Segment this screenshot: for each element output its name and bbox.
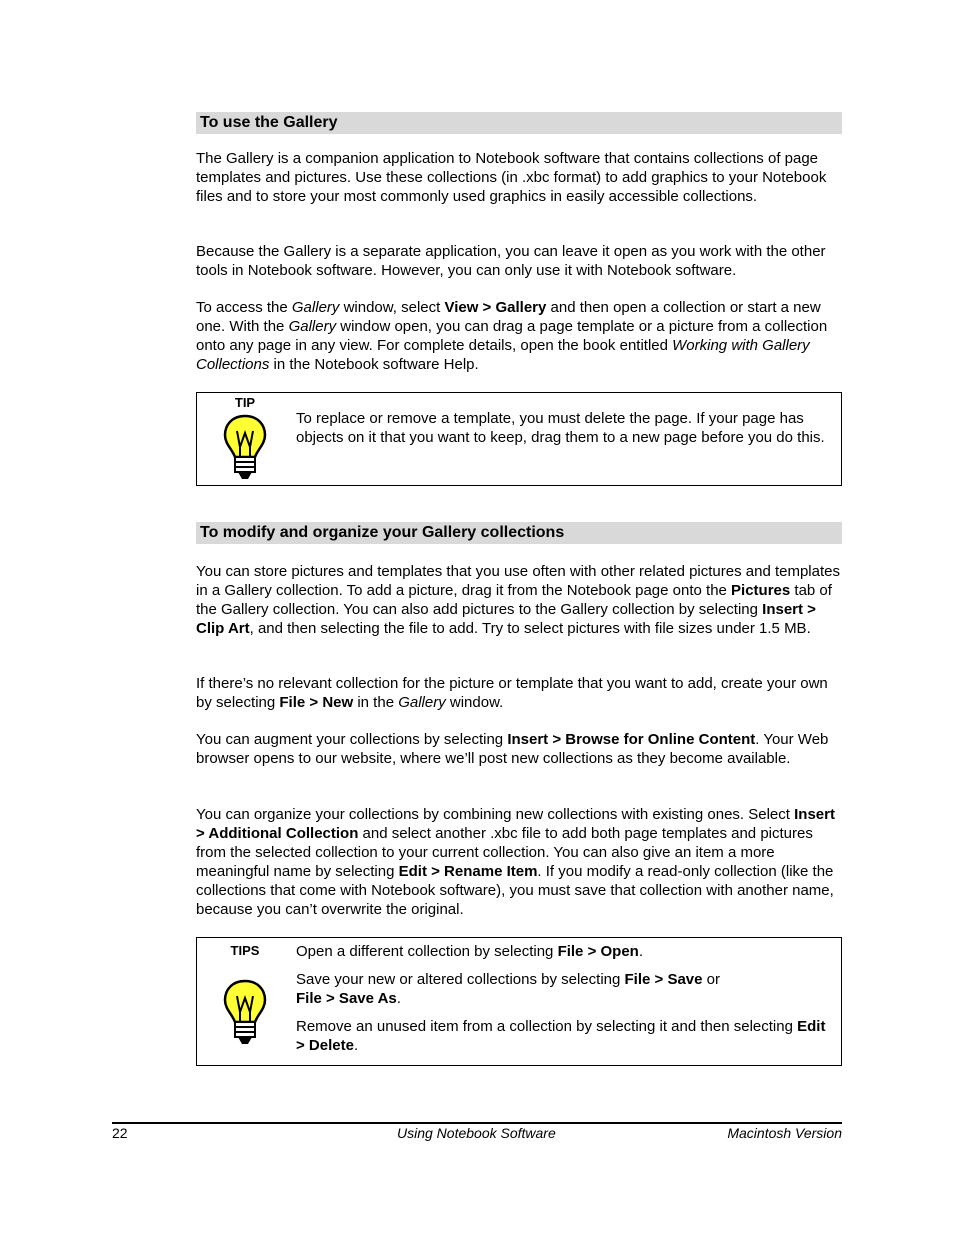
text-run: You can organize your collections by combining new collections with existing ones. Select [196,806,795,823]
menu-path-view-gallery: View > Gallery [444,299,547,316]
text-run: window, select [339,299,445,316]
menu-path-file-save: File > Save [624,971,703,988]
text-run: . [396,990,401,1007]
text-run: Remove an unused item from a collection by selecting it and then selecting [296,1018,798,1035]
text-run: tab of the Gallery collection. You can also add pictures to the Gallery collection by selecting [196,582,832,618]
book-title: Working with Gallery Collections [196,337,810,373]
footer-version: Macintosh Version [727,1125,842,1141]
tip-text: To replace or remove a template, you must delete the page. If your page has objects on it that you want to keep, drag them to a new page before you do this. [296,410,825,446]
menu-path-file-open: File > Open [557,943,639,960]
text-run: . If you modify a read-only collection (like the collections that come with Notebook software), you must save that collection with another name, because you can’t overwrite the original. [196,863,834,918]
text-run: You can augment your collections by selecting [196,731,508,748]
text-run: or [702,971,720,988]
section-heading-modify-collections: To modify and organize your Gallery collections [196,522,842,544]
page-number: 22 [112,1125,128,1141]
text-run: . Your Web browser opens to our website, where we’ll post new collections as they become available. [196,731,829,767]
menu-path-additional-collection: Insert > Additional Collection [196,806,835,842]
text-run: To access the [196,299,292,316]
text-run: . [353,1037,359,1054]
text-run: Open a different collection by selecting [296,943,558,960]
tip-open-collection [296,942,829,961]
tips-box [196,937,842,1066]
paragraph-separate-application: Because the Gallery is a separate application, you can leave it open as you work with the other tools in Notebook software. However, you can only use it with Notebook software. [196,243,826,279]
paragraph-gallery-intro: The Gallery is a companion application to Notebook software that contains collections of page templates and pictures. Use these collections (in .xbc format) to add graphics to your Notebook files and to store your most commonly used graphics in easily accessible collections. [196,150,827,205]
text-run-italic: Gallery [291,299,340,316]
tip-save-collection [296,970,829,1008]
paragraph-create-collection [196,674,842,712]
section-heading-use-gallery: To use the Gallery [196,112,842,134]
text-run: and then open a collection or start a new one. With the [196,299,821,335]
menu-path-browse-online: Insert > Browse for Online Content [507,731,756,748]
paragraph-access-gallery [196,298,842,374]
text-run-italic: Gallery [288,318,337,335]
menu-path-edit-delete: Edit > Delete [296,1018,826,1054]
text-run: Save your new or altered collections by selecting [296,971,625,988]
paragraph-online-content [196,730,842,768]
paragraph-organize-collections [196,805,842,919]
text-run-italic: Gallery [398,694,446,711]
text-run: , and then selecting the file to add. Try to select pictures with file sizes under 1.5 MB. [249,620,811,637]
lightbulb-icon [222,413,268,483]
footer-title: Using Notebook Software [397,1125,556,1141]
text-run: . [638,943,644,960]
text-run: and select another .xbc file to add both page templates and pictures from the selected collection to your current collection. You can also give an item a more meaningful name by selecting [196,825,813,880]
text-run: in the Notebook software Help. [269,356,479,373]
tip-remove-item [296,1017,829,1055]
menu-path-file-save-as: File > Save As [296,990,397,1007]
menu-path-insert-clip-art: Insert > Clip Art [196,601,816,637]
text-run: If there’s no relevant collection for the picture or template that you want to add, create your own by selecting [196,675,828,711]
menu-path-file-new: File > New [279,694,354,711]
text-run: window open, you can drag a page template or a picture from a collection onto any page in any view. For complete details, open the book entitled [196,318,828,354]
lightbulb-icon [222,978,268,1048]
paragraph-store-pictures [196,562,842,638]
tab-name-pictures: Pictures [731,582,791,599]
tips-list [296,942,829,1064]
text-run: You can store pictures and templates that you use often with other related pictures and templates in a Gallery collection. To add a picture, drag it from the Notebook page onto the [196,563,840,599]
tip-label: TIP [234,395,256,410]
tips-label: TIPS [230,943,260,958]
footer-rule [112,1122,842,1124]
tip-box [196,392,842,486]
text-run: window. [445,694,504,711]
menu-path-rename-item: Edit > Rename Item [398,863,538,880]
text-run: in the [353,694,399,711]
